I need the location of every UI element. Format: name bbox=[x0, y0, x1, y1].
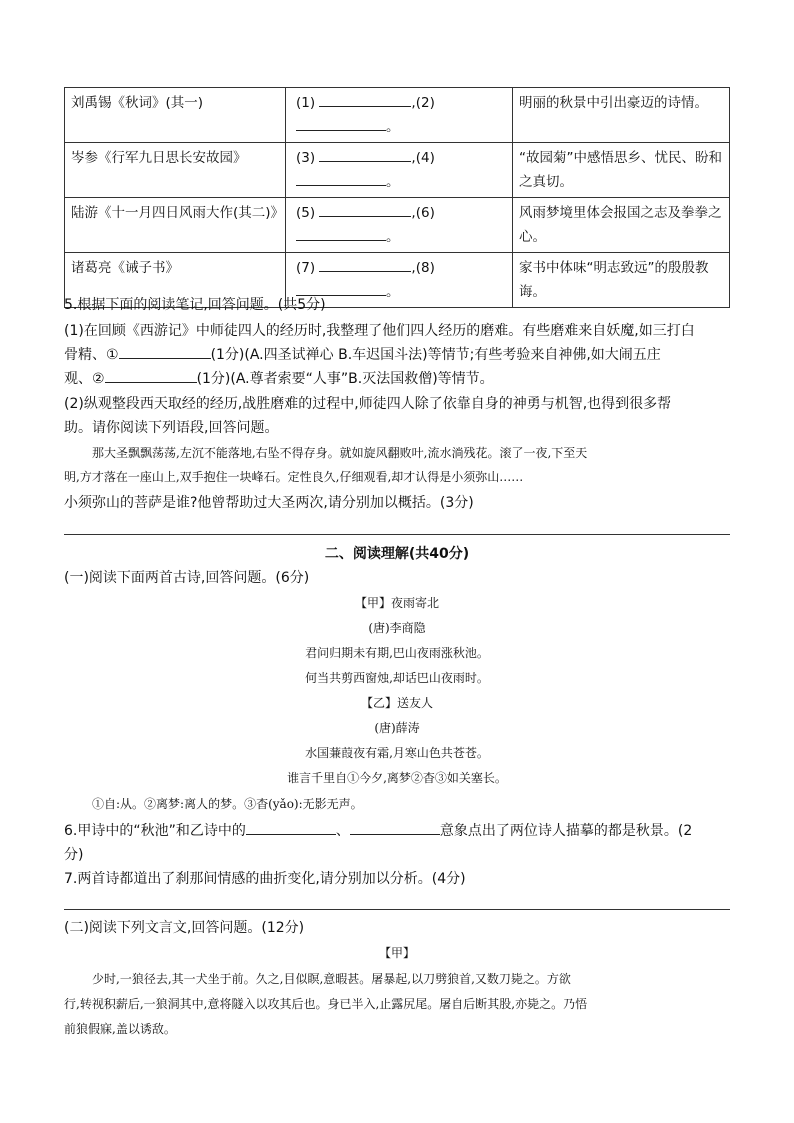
q5-p2-line2: 助。请你阅读下列语段,回答问题。 bbox=[64, 420, 279, 436]
text-line1: 少时,一狼径去,其一犬坐于前。久之,目似瞑,意暇甚。屠暴起,以刀劈狼首,又数刀毙之。方欲 bbox=[92, 972, 571, 986]
poem-a-line2: 何当共剪西窗烛,却话巴山夜雨时。 bbox=[305, 671, 489, 685]
answer-blank[interactable] bbox=[296, 226, 386, 241]
answer-blank[interactable] bbox=[319, 202, 411, 217]
q5-subquestion: 小须弥山的菩萨是谁?他曾帮助过大圣两次,请分别加以概括。(3分) bbox=[64, 495, 474, 511]
fill-in-cell: (3) ,(4) 。 bbox=[286, 143, 513, 198]
poem-table bbox=[64, 87, 730, 308]
answer-blank[interactable] bbox=[296, 116, 386, 131]
divider bbox=[64, 534, 730, 535]
table-row bbox=[65, 88, 730, 143]
q6-line1: 6.甲诗中的“秋池”和乙诗中的 、 意象点出了两位诗人描摹的都是秋景。(2 bbox=[64, 820, 692, 842]
text-line2: 行,转视积薪后,一狼洞其中,意将隧入以攻其后也。身已半入,止露尻尾。屠自后断其股,亦毙之。乃悟 bbox=[64, 997, 588, 1011]
answer-blank-2[interactable] bbox=[105, 368, 197, 383]
fill-in-cell: (1) ,(2) 。 bbox=[286, 88, 513, 143]
poem-b-line2: 谁言千里自①今夕,离梦②杳③如关塞长。 bbox=[287, 771, 507, 785]
fill-in-cell: (7) ,(8) 。 bbox=[286, 253, 513, 308]
text-label-jia: 【甲】 bbox=[378, 946, 415, 960]
excerpt-line1: 那大圣飘飘荡荡,左沉不能落地,右坠不得存身。就如旋风翻败叶,流水淌残花。滚了一夜,下至天 bbox=[92, 446, 588, 460]
poem-source: 诸葛亮《诫子书》 bbox=[65, 253, 286, 308]
poem-source: 陆游《十一月四日风雨大作(其二)》 bbox=[65, 198, 286, 253]
part2-heading: (二)阅读下列文言文,回答问题。(12分) bbox=[64, 920, 305, 936]
answer-blank-q6b[interactable] bbox=[350, 820, 440, 835]
fill-in-cell: (5) ,(6) 。 bbox=[286, 198, 513, 253]
part1-heading: (一)阅读下面两首古诗,回答问题。(6分) bbox=[64, 570, 310, 586]
q5-p1-line3: 观、② (1分)(A.尊者索要“人事”B.灭法国救僧)等情节。 bbox=[64, 368, 494, 390]
poem-description: 家书中体味“明志致远”的殷殷教诲。 bbox=[513, 253, 730, 308]
poem-b-line1: 水国蒹葭夜有霜,月寒山色共苍苍。 bbox=[305, 746, 489, 760]
text-line3: 前狼假寐,盖以诱敌。 bbox=[64, 1022, 176, 1036]
q5-heading: 5.根据下面的阅读笔记,回答问题。(共5分) bbox=[64, 297, 326, 313]
q5-p1-line1: (1)在回顾《西游记》中师徒四人的经历时,我整理了他们四人经历的磨难。有些磨难来自妖魔,如三打白 bbox=[64, 323, 695, 339]
excerpt-line2: 明,方才落在一座山上,双手抱住一块峰石。定性良久,仔细观看,却才认得是小须弥山…… bbox=[64, 470, 524, 484]
poem-notes: ①自:从。②离梦:离人的梦。③杳(yǎo):无影无声。 bbox=[92, 797, 363, 811]
poem-description: “故园菊”中感悟思乡、忧民、盼和之真切。 bbox=[513, 143, 730, 198]
answer-blank[interactable] bbox=[296, 171, 386, 186]
poem-a-line1: 君问归期未有期,巴山夜雨涨秋池。 bbox=[305, 646, 489, 660]
q5-p2-line1: (2)纵观整段西天取经的经历,战胜磨难的过程中,师徒四人除了依靠自身的神勇与机智,也得到很多帮 bbox=[64, 396, 672, 412]
answer-blank[interactable] bbox=[319, 92, 411, 107]
answer-blank[interactable] bbox=[319, 147, 411, 162]
poem-source: 岑参《行军九日思长安故园》 bbox=[65, 143, 286, 198]
poem-description: 明丽的秋景中引出豪迈的诗情。 bbox=[513, 88, 730, 143]
poem-description: 风雨梦境里体会报国之志及拳拳之心。 bbox=[513, 198, 730, 253]
q7: 7.两首诗都道出了刹那间情感的曲折变化,请分别加以分析。(4分) bbox=[64, 871, 466, 887]
divider-2 bbox=[64, 909, 730, 910]
table-row bbox=[65, 198, 730, 253]
answer-blank-1[interactable] bbox=[119, 344, 211, 359]
poem-b-author: (唐)薛涛 bbox=[374, 721, 420, 735]
q5-p1-line2: 骨精、① (1分)(A.四圣试禅心 B.车迟国斗法)等情节;有些考验来自神佛,如大闹五庄 bbox=[64, 344, 661, 366]
poem-a-author: (唐)李商隐 bbox=[368, 621, 426, 635]
q6-line2: 分) bbox=[64, 847, 84, 863]
poem-source: 刘禹锡《秋词》(其一) bbox=[65, 88, 286, 143]
answer-blank[interactable] bbox=[319, 257, 411, 272]
section-title: 二、阅读理解(共40分) bbox=[324, 546, 470, 562]
answer-blank-q6a[interactable] bbox=[246, 820, 336, 835]
table-row bbox=[65, 143, 730, 198]
poem-b-title: 【乙】送友人 bbox=[360, 696, 433, 710]
poem-a-title: 【甲】夜雨寄北 bbox=[354, 596, 439, 610]
